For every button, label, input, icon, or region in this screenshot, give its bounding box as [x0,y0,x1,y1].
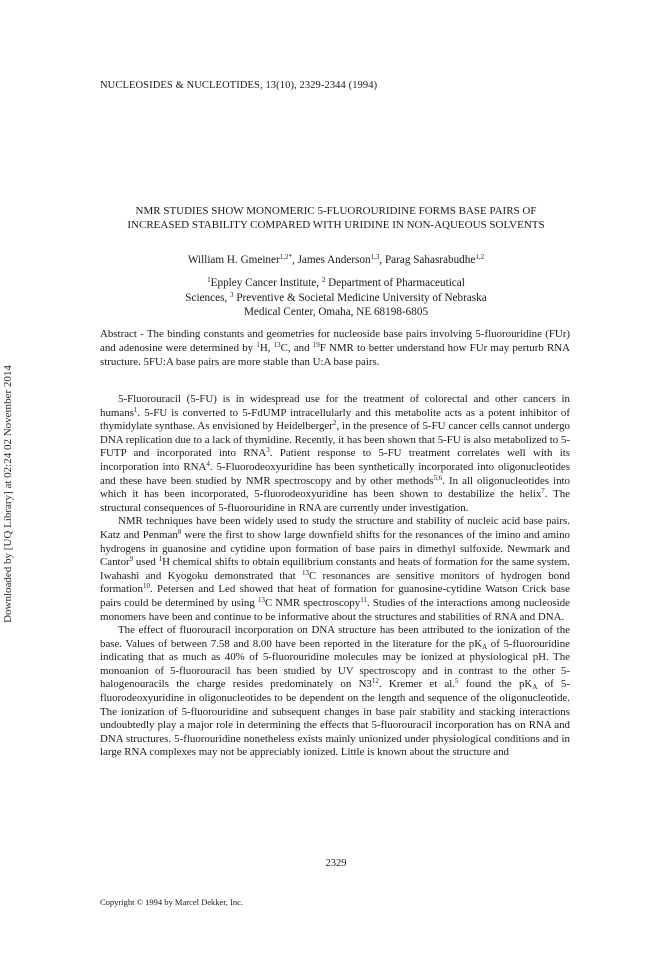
body-text [100,393,570,760]
author-name: James Anderson [297,254,371,266]
text-run: . Studies of the interactions among nucleoside monomers have been and continue to be informative about the structures and stabilities of RNA and DNA. [100,596,570,623]
text-run: , in the presence of 5-FU cancer cells cannot undergo DNA replication due to a lack of thymidine. Recently, it has been shown that 5-FU is also metabolized to 5-FUTP and incorporated into RNA [100,420,570,460]
author-name: William H. Gmeiner [187,254,280,266]
reference-superscript: 2 [332,419,337,428]
author-separator: , [379,254,385,266]
reference-superscript: 5 [455,677,459,686]
author-affiliation-marker: 1,2* [279,253,292,261]
text-run: . 5-Fluorodeoxyuridine has been synthetically incorporated into oligonucleotides and these have been studied by NMR spectroscopy and by other methods [100,460,570,487]
reference-superscript: 11 [360,595,367,604]
download-watermark [0,0,16,960]
text-run: found the pK [458,678,533,691]
affiliation-text: Department of Pharmaceutical [325,277,465,289]
reference-superscript: 7 [541,487,545,496]
author-separator: , [291,254,298,266]
text-run: . Kremer et al. [378,678,456,691]
abstract [100,327,570,370]
text-run: of 5-fluorodeoxyuridine in oligonucleotides to be dependent on the length and sequence of the oligonucleotide. The ionization of 5-fluorouridine and subsequent changes in base pair stability and stacking interactions undoubtedly play a major role in determining the effects that 5-fluorouracil incorporation has on RNA and DNA structures. 5-fluorouridine nonetheless exists mainly unionized under physiological conditions and in large RNA complexes may not be appreciably ionized. Little is known about the structure and [100,678,571,759]
affiliation-text: Sciences, [185,291,231,304]
reference-superscript: 9 [129,555,134,564]
reference-superscript: 10 [142,582,150,591]
page-number: 2329 [325,858,347,869]
text-run: used [133,556,159,569]
affiliation-marker: 3 [230,290,234,299]
reference-superscript: 4 [206,459,210,468]
text-run: C NMR spectroscopy [264,596,361,609]
reference-superscript: 3 [266,446,270,455]
affiliation-line-2 [110,291,562,306]
paragraph-3 [100,624,570,760]
isotope-superscript: 1 [256,341,260,350]
reference-superscript: 12 [371,677,379,686]
affiliation-marker: 1 [207,276,211,284]
text-run: The effect of fluorouracil incorporation on DNA structure has been attributed to the ionization of the base. Values of between 7.58 and 8.00 have been reported in the literature for the pK [100,624,570,650]
affiliation-text: Eppley Cancer Institute, [210,277,322,289]
reference-superscript: 8 [177,527,182,536]
text-run: NMR techniques have been widely used to study the structure and stability of nucleic acid base pairs. Katz and Penman [100,515,570,541]
affiliation-marker: 2 [321,276,326,284]
text-run: . Petersen and Led showed that heat of formation for guanosine-cytidine Watson Crick base pairs could be determined by using [100,583,570,609]
text-run: . In all oligonucleotides into which it has been incorporated, 5-fluorodeoxyuridine has been shown to destabilize the helix [100,474,570,501]
affiliations [110,276,562,320]
abstract-text: Abstract - The binding constants and geometries for nucleoside base pairs involving 5-fluorouridine (FUr) and adenosine were determined by [100,328,570,355]
author-affiliation-marker: 1,2 [475,253,485,261]
paragraph-1 [100,393,570,515]
subscript: A [532,683,538,692]
paper-title [70,204,602,232]
abstract-text: F NMR to better understand how FUr may perturb RNA structure. 5FU:A base pairs are more stable than U:A base pairs. [100,342,570,369]
author-name: Parag Sahasrabudhe [384,254,476,266]
affiliation-line-1 [110,276,562,291]
paragraph-2 [100,515,570,624]
isotope-superscript: 1 [158,555,163,564]
reference-superscript: 5,6 [433,473,443,482]
isotope-superscript: 13 [301,568,309,577]
subscript: A [482,642,488,651]
title-line-1: NMR STUDIES SHOW MONOMERIC 5-FLUOROURIDINE FORMS BASE PAIRS OF [135,205,537,217]
text-run: . Patient response to 5-FU treatment correlates well with its incorporation into RNA [100,447,570,473]
journal-header: NUCLEOSIDES & NUCLEOTIDES, 13(10), 2329-2344 (1994) [100,80,378,91]
abstract-text: H, [259,342,274,355]
copyright-notice: Copyright © 1994 by Marcel Dekker, Inc. [100,897,244,907]
isotope-superscript: 13 [257,595,265,604]
affiliation-text: Preventive & Societal Medicine University of Nebraska [233,291,487,304]
text-run: . 5-FU is converted to 5-FdUMP intracellularly and this metabolite acts as a potent inhibitor of thymidylate synthase. As envisioned by Heidelberger [100,406,570,433]
abstract-text: C, and [280,342,313,355]
isotope-superscript: 13 [273,341,281,350]
title-line-2: INCREASED STABILITY COMPARED WITH URIDINE IN NON-AQUEOUS SOLVENTS [127,219,545,231]
text-run: . The structural consequences of 5-fluorouridine in RNA are currently under investigation. [100,488,571,514]
download-watermark-text: Downloaded by [UQ Library] at 02:24 02 November 2014 [2,365,14,623]
text-run: were the first to show large downfield shifts for the resonances of the imino and amino hydrogens in guanosine and cytidine upon formation of base pairs in dimethyl sulfoxide. Newmark and Cantor [100,528,570,569]
author-affiliation-marker: 1,3 [370,253,380,261]
affiliation-line-3: Medical Center, Omaha, NE 68198-6805 [243,306,429,318]
author-list [110,254,562,266]
reference-superscript: 1 [133,405,138,414]
isotope-superscript: 19 [312,341,320,350]
text-run: of 5-fluorouridine indicating that as much as 40% of 5-fluorouridine molecules may be ionized at physiological pH. The monoanion of 5-fluorouracil has been studied by UV spectroscopy and in contrast to the other 5-halogenouracils the charge resides predominately on N3 [100,637,570,691]
text-run: C resonances are sensitive monitors of hydrogen bond formation [100,569,570,596]
text-run: 5-Fluorouracil (5-FU) is in widespread use for the treatment of colorectal and other cancers in humans [100,393,570,419]
text-run: H chemical shifts to obtain equilibrium constants and heats of formation for the same system. Iwahashi and Kyogoku demonstrated that [100,556,570,582]
